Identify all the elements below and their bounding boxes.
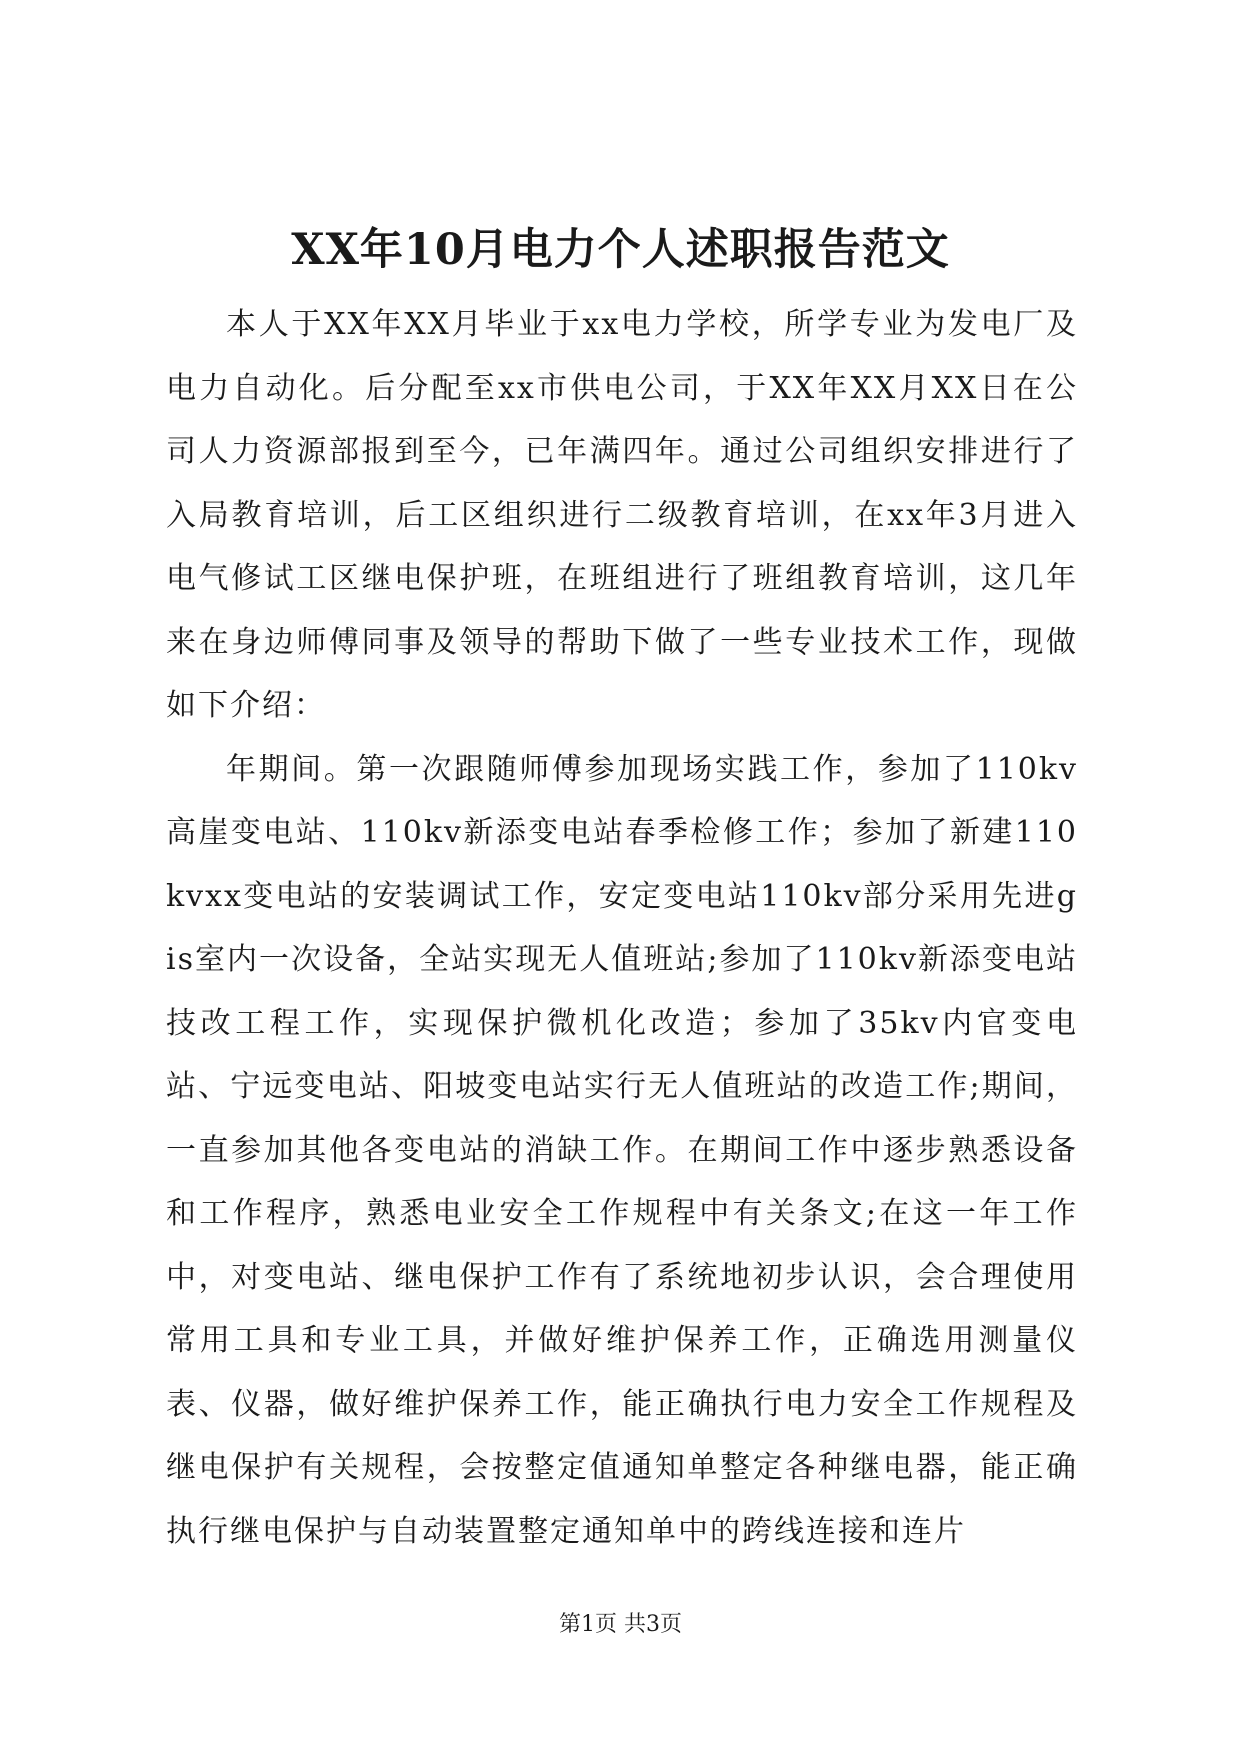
page-number-footer: 第1页 共3页 (559, 1612, 682, 1637)
document-title: XX年10月电力个人述职报告范文 (291, 225, 950, 275)
paragraph-work-experience: 年期间。第一次跟随师傅参加现场实践工作，参加了110kv高崖变电站、110kv新添变电站春季检修工作；参加了新建110kvxx变电站的安装调试工作，安定变电站110kv部分采用先进gis室内一次设备，全站实现无人值班站;参加了110kv新添变电站技改工程工作，实现保护微机化改造；参加了35kv内官变电站、宁远变电站、阳坡变电站实行无人值班站的改造工作;期间，一直参加其他各变电站的消缺工作。在期间工作中逐步熟悉设备和工作程序，熟悉电业安全工作规程中有关条文;在这一年工作中，对变电站、继电保护工作有了系统地初步认识，会合理使用常用工具和专业工具，并做好维护保养工作，正确选用测量仪表、仪器，做好维护保养工作，能正确执行电力安全工作规程及继电保护有关规程，会按整定值通知单整定各种继电器，能正确执行继电保护与自动装置整定通知单中的跨线连接和连片 (166, 751, 1078, 1549)
paragraph-intro: 本人于XX年XX月毕业于xx电力学校，所学专业为发电厂及电力自动化。后分配至xx市供电公司，于XX年XX月XX日在公司人力资源部报到至今，已年满四年。通过公司组织安排进行了入局教育培训，后工区组织进行二级教育培训，在xx年3月进入电气修试工区继电保护班，在班组进行了班组教育培训，这几年来在身边师傅同事及领导的帮助下做了一些专业技术工作，现做如下介绍： (166, 307, 1078, 723)
document-body (166, 293, 1078, 1563)
